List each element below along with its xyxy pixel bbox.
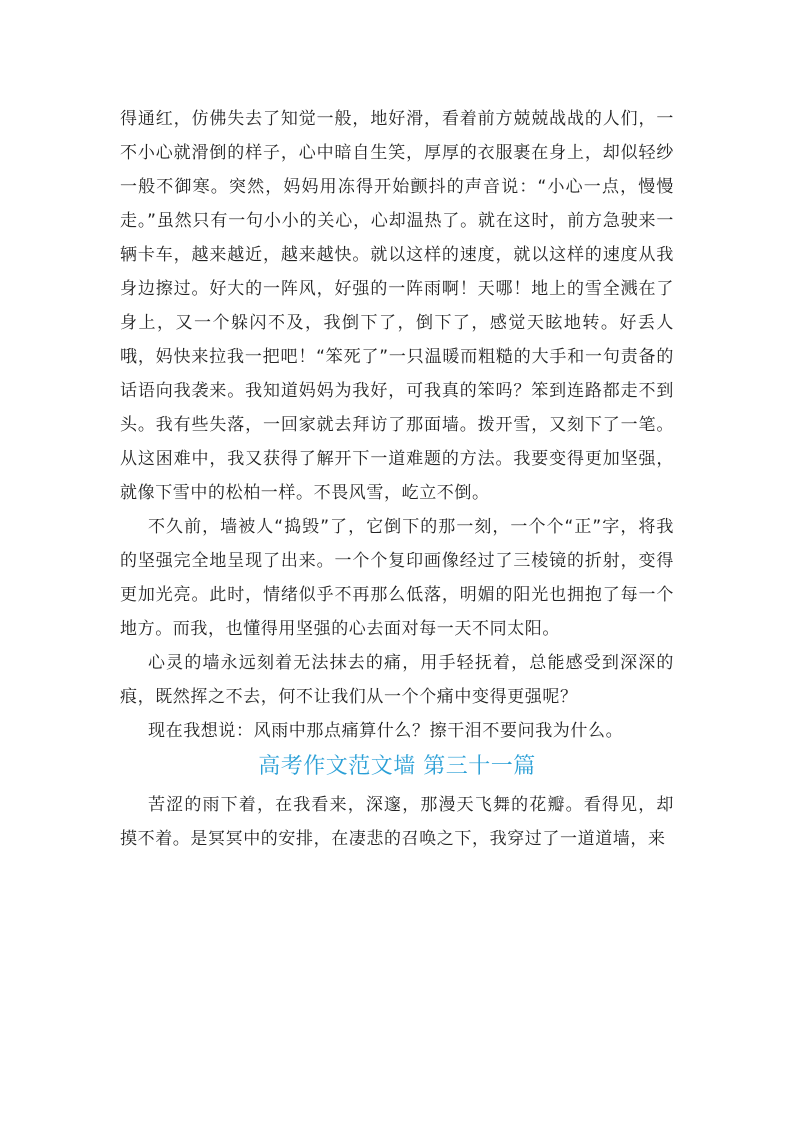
paragraph-5: 苦涩的雨下着，在我看来，深邃，那漫天飞舞的花瓣。看得见，却摸不着。是冥冥中的安排，在凄悲的召唤之下，我穿过了一道道墙，来 [120, 795, 674, 849]
document-body [120, 102, 674, 856]
paragraph-1: 得通红，仿佛失去了知觉一般，地好滑，看着前方兢兢战战的人们，一不小心就滑倒的样子，心中暗自生笑，厚厚的衣服裹在身上，却似轻纱一般不御寒。突然，妈妈用冻得开始颤抖的声音说：“小心一点，慢慢走。”虽然只有一句小小的关心，心却温热了。就在这时，前方急驶来一辆卡车，越来越近，越来越快。就以这样的速度，就以这样的速度从我身边擦过。好大的一阵风，好强的一阵雨啊！天哪！地上的雪全溅在了身上，又一个躲闪不及，我倒下了，倒下了，感觉天眩地转。好丢人哦，妈快来拉我一把吧！“笨死了”一只温暖而粗糙的大手和一句责备的话语向我袭来。我知道妈妈为我好，可我真的笨吗？笨到连路都走不到头。我有些失落，一回家就去拜访了那面墙。拨开雪，又刻下了一笔。从这困难中，我又获得了解开下一道难题的方法。我要变得更加坚强，就像下雪中的松柏一样。不畏风雪，屹立不倒。 [120, 109, 674, 503]
paragraph-2: 不久前，墙被人“捣毁”了，它倒下的那一刻，一个个“正”字，将我的坚强完全地呈现了出来。一个个复印画像经过了三棱镜的折射，变得更加光亮。此时，情绪似乎不再那么低落，明媚的阳光也拥抱了每一个地方。而我，也懂得用坚强的心去面对每一天不同太阳。 [120, 517, 674, 639]
paragraph-4: 现在我想说：风雨中那点痛算什么？擦干泪不要问我为什么。 [148, 721, 624, 741]
paragraph-3: 心灵的墙永远刻着无法抹去的痛，用手轻抚着，总能感受到深深的痕，既然挥之不去，何不让我们从一个个痛中变得更强呢？ [120, 653, 674, 707]
section-heading: 高考作文范文墙 第三十一篇 [258, 754, 536, 779]
